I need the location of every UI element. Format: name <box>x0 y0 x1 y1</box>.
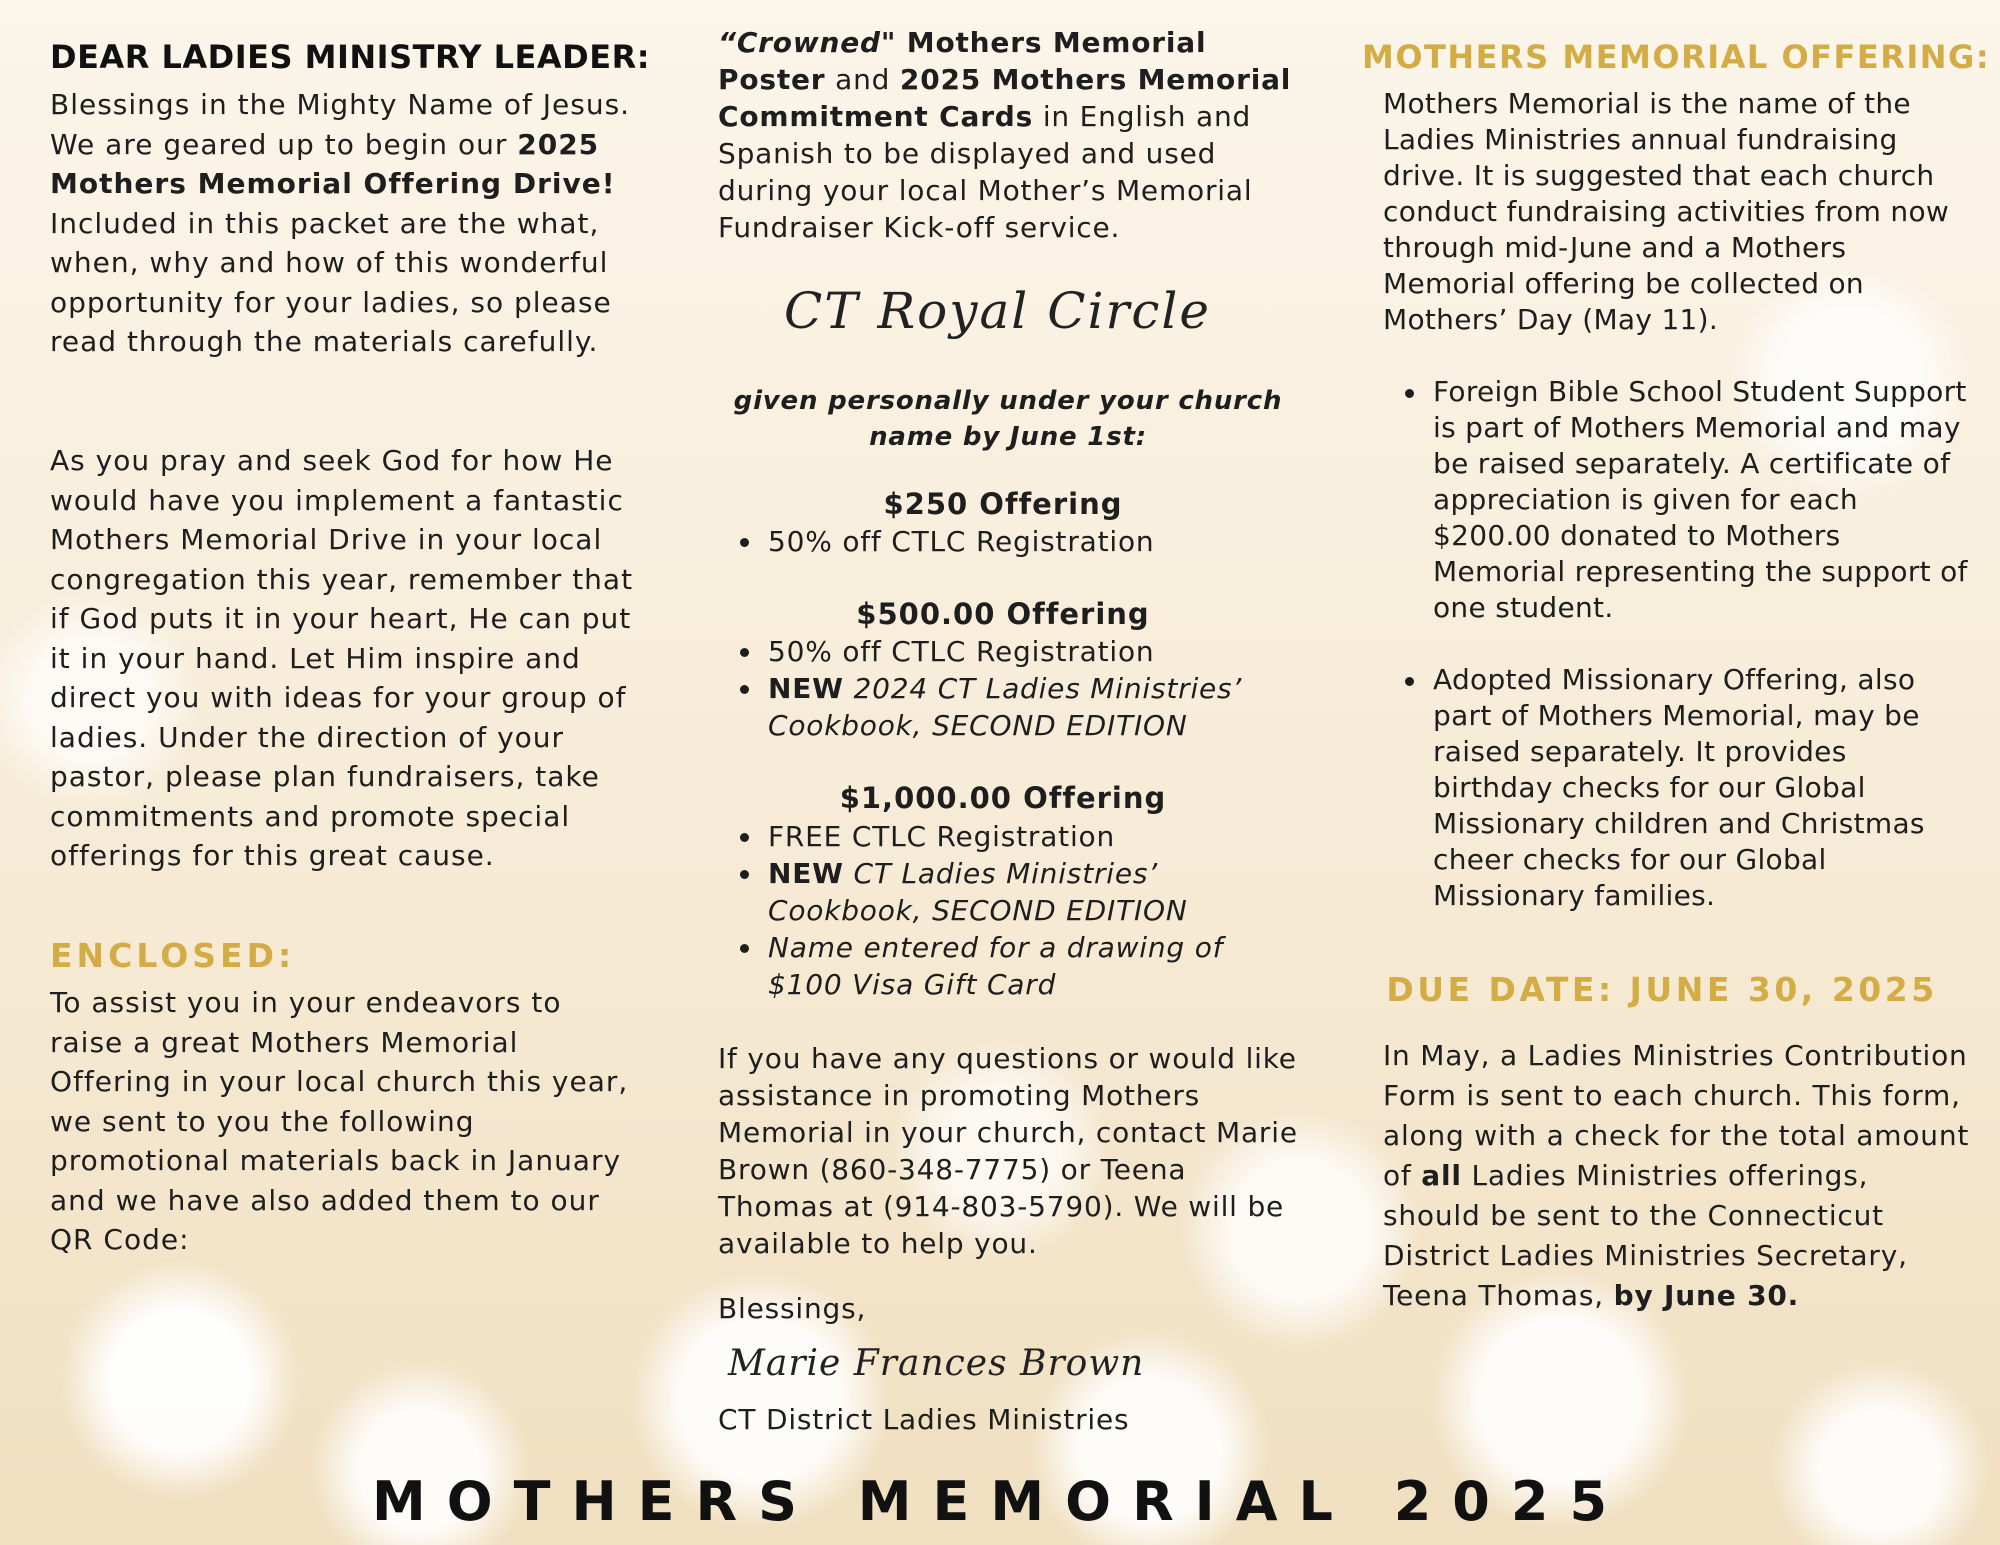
intro-text-a: Blessings in the Mighty Name of Jesus. We are geared up to begin our <box>50 88 631 161</box>
intro-paragraph <box>50 85 640 362</box>
list-item <box>718 929 1298 1003</box>
cards-text: 2025 Mothers Memorial Commitment Cards <box>718 63 1292 133</box>
offering-250-title: $250 Offering <box>883 487 1123 521</box>
enclosed-paragraph: To assist you in your endeavors to raise a great Mothers Memorial Offering in your local church this year, we sent to you the following promotional materials back in January and we have also added them to our QR Code: <box>50 986 629 1256</box>
enclosed-heading: ENCLOSED: <box>50 936 296 975</box>
offering-intro: Mothers Memorial is the name of the Ladies Ministries annual fundraising drive. It is suggested that each church conduct fundraising activities from now through mid-June and a Mothers Memorial offering be collected on Mothers’ Day (May 11). <box>1383 87 1950 336</box>
intro-bold-drive: 2025 Mothers Memorial Offering Drive! <box>50 127 616 200</box>
offering-details-list <box>1383 374 1973 914</box>
list-item: FREE CTLC Registration <box>718 818 1298 855</box>
new-label: NEW <box>768 857 844 890</box>
due-text-a: In May, a Ladies Ministries Contribution Form is sent to each church. This form, along with a check for the total amount of <box>1383 1039 1970 1192</box>
offering-500-title: $500.00 Offering <box>856 597 1150 631</box>
and-text: and <box>825 63 900 96</box>
given-personally-text: given personally under your church name by June 1st: <box>733 386 1283 452</box>
list-item <box>718 855 1298 929</box>
crowned-text: “Crowned" <box>718 26 897 59</box>
due-deadline-bold: by June 30. <box>1613 1279 1800 1312</box>
list-item <box>718 670 1298 744</box>
greeting-heading: DEAR LADIES MINISTRY LEADER: <box>50 38 651 76</box>
offering-500-list <box>718 633 1298 744</box>
offering-1000-list <box>718 818 1298 1003</box>
due-date-paragraph <box>1383 1036 1973 1316</box>
list-item: 50% off CTLC Registration <box>718 633 1298 670</box>
footer-title: MOTHERS MEMORIAL 2025 <box>371 1470 1629 1533</box>
due-all-bold: all <box>1421 1159 1462 1192</box>
offering-1000-title: $1,000.00 Offering <box>839 781 1167 815</box>
signer-title: CT District Ladies Ministries <box>718 1403 1130 1436</box>
royal-circle-script: CT Royal Circle <box>784 282 1211 340</box>
questions-paragraph: If you have any questions or would like assistance in promoting Mothers Memorial in your church, contact Marie Brown (860-348-7775) or Teena Thomas at (914-803-5790). We will be available to help you. <box>718 1042 1298 1260</box>
new-label: NEW <box>768 672 844 705</box>
poster-text: Mothers Memorial Poster <box>718 26 1207 96</box>
offering-250-list <box>718 523 1298 560</box>
materials-rest-text: in English and Spanish to be displayed and used during your local Mother’s Memorial Fundraiser Kick-off service. <box>718 100 1253 244</box>
due-text-b: Ladies Ministries offerings, should be sent to the Connecticut District Ladies Ministries Secretary, Teena Thomas, <box>1383 1159 1908 1312</box>
signature: Marie Frances Brown <box>728 1343 1145 1384</box>
prayer-paragraph: As you pray and seek God for how He would have you implement a fantastic Mothers Memorial Drive in your local congregation this year, remember that if God puts it in your heart, He can put it in your hand. Let Him inspire and direct you with ideas for your group of ladies. Under the direction of your pastor, please plan fundraisers, take commitments and promote special offerings for this great cause. <box>50 444 634 872</box>
list-item: Foreign Bible School Student Support is part of Mothers Memorial and may be raised separately. A certificate of appreciation is given for each $200.00 donated to Mothers Memorial representing the support of one student. <box>1383 374 1973 626</box>
list-item: Adopted Missionary Offering, also part of Mothers Memorial, may be raised separately. It provides birthday checks for our Global Missionary children and Christmas cheer checks for our Global Missionary families. <box>1383 662 1973 914</box>
offering-heading: MOTHERS MEMORIAL OFFERING: <box>1362 38 1991 76</box>
due-date-heading: DUE DATE: JUNE 30, 2025 <box>1386 970 1938 1009</box>
list-item: 50% off CTLC Registration <box>718 523 1298 560</box>
intro-text-b: Included in this packet are the what, when, why and how of this wonderful opportunity for your ladies, so please read through the materials carefully. <box>50 206 612 358</box>
materials-paragraph <box>718 24 1298 246</box>
cookbook-text: CT Ladies Ministries’ Cookbook, SECOND EDITION <box>768 857 1188 927</box>
cookbook-text: 2024 CT Ladies Ministries’ Cookbook, SECOND EDITION <box>768 672 1243 742</box>
closing-text: Blessings, <box>718 1292 867 1325</box>
gift-card-text: Name entered for a drawing of $100 Visa Gift Card <box>768 931 1224 1001</box>
